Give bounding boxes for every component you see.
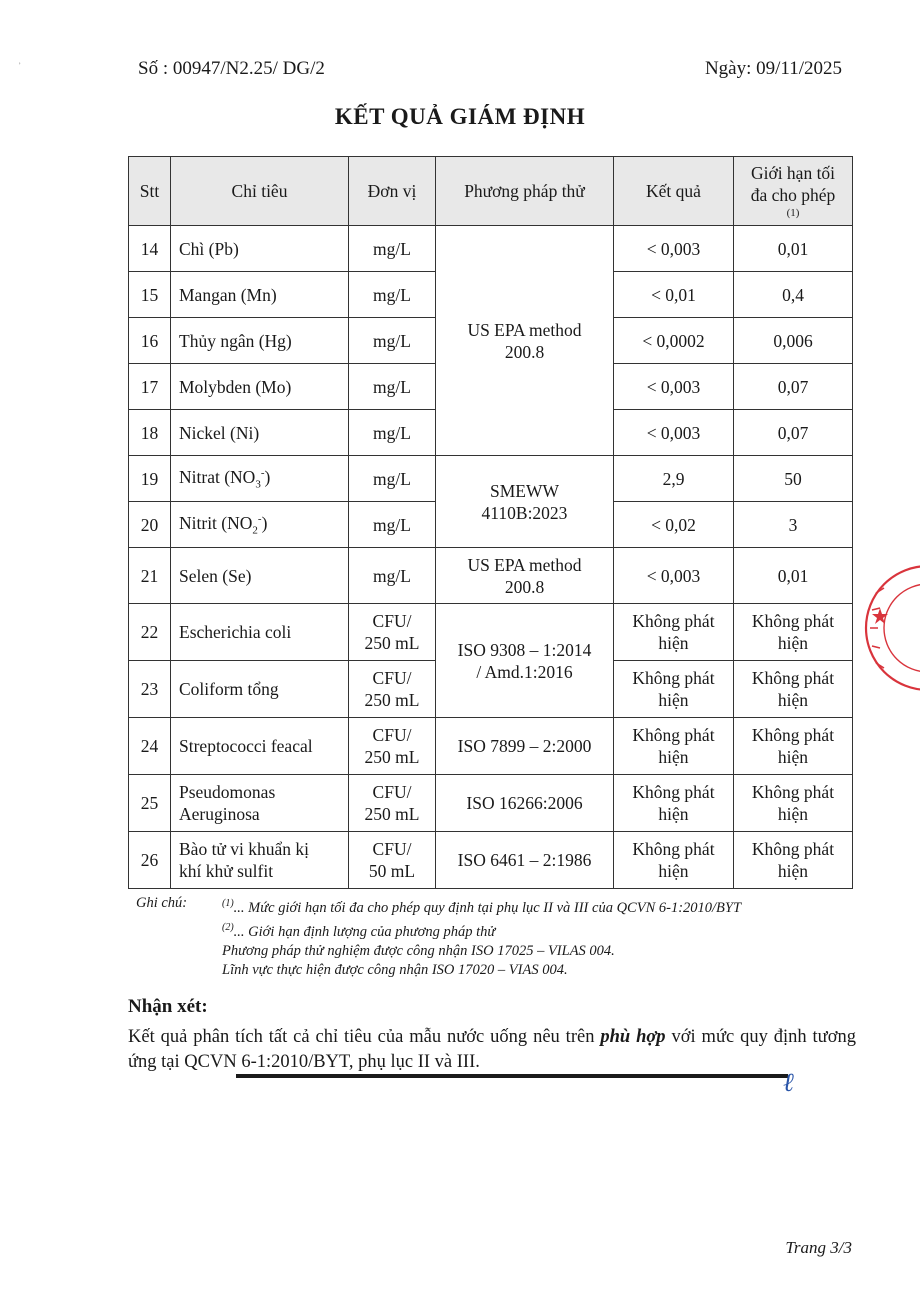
cell-gioi-han (734, 718, 853, 775)
cell-method: ISO 16266:2006 (436, 775, 614, 832)
header-stt: Stt (129, 157, 171, 226)
unit-line2: 250 mL (364, 633, 420, 653)
cell-gioi-han (734, 832, 853, 889)
cell-don-vi (349, 604, 436, 661)
method-smeww-line2: 4110B:2023 (481, 502, 568, 523)
table-row (129, 456, 853, 502)
result-line2: hiện (658, 861, 689, 881)
result-line1: Không phát (632, 839, 715, 859)
cell-stt: 23 (129, 661, 171, 718)
cell-ket-qua: < 0,01 (614, 272, 734, 318)
name-line1: Pseudomonas (179, 782, 276, 802)
remarks-emphasis: phù hợp (600, 1027, 666, 1047)
cell-gioi-han: 50 (734, 456, 853, 502)
results-table (128, 156, 853, 889)
unit-line2: 250 mL (364, 690, 420, 710)
cell-gioi-han: 0,4 (734, 272, 853, 318)
notes-section (136, 894, 856, 980)
cell-ket-qua: < 0,003 (614, 410, 734, 456)
table-row (129, 548, 853, 604)
header-gioi-han-line1: Giới hạn tối (750, 163, 836, 183)
cell-chi-tieu: Thủy ngân (Hg) (171, 318, 349, 364)
cell-method: ISO 6461 – 2:1986 (436, 832, 614, 889)
cell-chi-tieu: Escherichia coli (171, 604, 349, 661)
unit-line2: 50 mL (368, 861, 416, 881)
name-line2: khí khử sulfit (179, 861, 274, 881)
chem-name: Nitrit (NO (179, 512, 253, 533)
cell-method-iso9308 (436, 604, 614, 718)
cell-method-epa-se (436, 548, 614, 604)
cell-gioi-han (734, 775, 853, 832)
remarks-text-2: với mức quy định tương ứng tại QCVN 6-1:2010/BYT, phụ lục II và III. (128, 1027, 856, 1072)
cell-ket-qua: < 0,003 (614, 226, 734, 272)
cell-ket-qua: < 0,003 (614, 548, 734, 604)
result-line1: Không phát (632, 782, 715, 802)
note-2 (222, 918, 856, 942)
cell-stt: 22 (129, 604, 171, 661)
unit-line1: CFU/ (372, 725, 412, 745)
remarks-text-1: Kết quả phân tích tất cả chỉ tiêu của mẫu nước uống nêu trên (128, 1027, 601, 1047)
method-smeww-line1: SMEWW (489, 480, 560, 501)
cell-don-vi: mg/L (349, 410, 436, 456)
cell-chi-tieu (171, 832, 349, 889)
cell-ket-qua: < 0,02 (614, 502, 734, 548)
cell-stt: 26 (129, 832, 171, 889)
note-1-mark: (1) (222, 898, 234, 909)
unit-line2: 250 mL (364, 804, 420, 824)
cell-gioi-han (734, 661, 853, 718)
table-header-row (129, 157, 853, 226)
result-line2: hiện (658, 804, 689, 824)
cell-chi-tieu: Molybden (Mo) (171, 364, 349, 410)
cell-don-vi: mg/L (349, 272, 436, 318)
cell-stt: 16 (129, 318, 171, 364)
remarks-body (128, 1025, 856, 1075)
header-ket-qua: Kết quả (614, 157, 734, 226)
cell-ket-qua: 2,9 (614, 456, 734, 502)
name-line2: Aeruginosa (179, 804, 260, 824)
name-line1: Bào tử vi khuẩn kị (179, 839, 310, 859)
chem-name-end: ) (264, 466, 271, 487)
chem-superscript: - (260, 466, 265, 479)
table-row (129, 775, 853, 832)
cell-ket-qua (614, 832, 734, 889)
cell-stt: 21 (129, 548, 171, 604)
cell-chi-tieu (171, 502, 349, 548)
note-2-text: ... Giới hạn định lượng của phương pháp thử (233, 923, 496, 940)
cell-ket-qua (614, 775, 734, 832)
cell-ket-qua: < 0,003 (614, 364, 734, 410)
method-epa-line1: US EPA method (467, 319, 582, 340)
cell-stt: 17 (129, 364, 171, 410)
limit-line1: Không phát (751, 725, 835, 745)
chem-name: Nitrat (NO (179, 466, 256, 487)
signature-mark: ℓ (783, 1068, 794, 1097)
cell-chi-tieu (171, 775, 349, 832)
unit-line1: CFU/ (372, 668, 412, 688)
cell-gioi-han: 0,006 (734, 318, 853, 364)
table-row (129, 604, 853, 661)
header-phuong-phap: Phương pháp thử (436, 157, 614, 226)
chem-subscript: 3 (255, 478, 261, 491)
cell-don-vi (349, 832, 436, 889)
cell-don-vi: mg/L (349, 318, 436, 364)
red-seal-stamp (858, 558, 920, 698)
note-2-mark: (2) (222, 921, 234, 933)
result-line1: Không phát (632, 611, 715, 631)
cell-don-vi (349, 661, 436, 718)
method-epa-line2: 200.8 (504, 341, 545, 362)
divider-line (236, 1074, 788, 1078)
limit-line2: hiện (777, 861, 809, 881)
cell-stt: 19 (129, 456, 171, 502)
table-row (129, 832, 853, 889)
cell-don-vi (349, 718, 436, 775)
header-gioi-han (734, 157, 853, 226)
result-line2: hiện (658, 690, 689, 710)
cell-chi-tieu: Nickel (Ni) (171, 410, 349, 456)
method-iso9308-line1: ISO 9308 – 1:2014 (457, 639, 592, 660)
cell-method: ISO 7899 – 2:2000 (436, 718, 614, 775)
limit-line2: hiện (777, 747, 809, 767)
limit-line2: hiện (777, 804, 809, 824)
note-3: Phương pháp thử nghiệm được công nhận ISO 17025 – VILAS 004. (222, 942, 615, 959)
cell-stt: 20 (129, 502, 171, 548)
notes-label: Ghi chú: (136, 895, 188, 911)
unit-line1: CFU/ (372, 782, 412, 802)
cell-chi-tieu (171, 456, 349, 502)
cell-don-vi: mg/L (349, 226, 436, 272)
cell-chi-tieu: Coliform tổng (171, 661, 349, 718)
cell-gioi-han: 0,01 (734, 548, 853, 604)
chem-superscript: - (257, 512, 262, 525)
cell-stt: 14 (129, 226, 171, 272)
result-line1: Không phát (632, 668, 715, 688)
cell-don-vi (349, 775, 436, 832)
cell-chi-tieu: Chì (Pb) (171, 226, 349, 272)
table-row (129, 718, 853, 775)
cell-don-vi: mg/L (349, 456, 436, 502)
cell-gioi-han: 0,01 (734, 226, 853, 272)
cell-method-epa (436, 226, 614, 456)
cell-stt: 18 (129, 410, 171, 456)
cell-ket-qua (614, 604, 734, 661)
document-date: Ngày: 09/11/2025 (704, 58, 842, 79)
cell-stt: 25 (129, 775, 171, 832)
limit-line2: hiện (777, 690, 809, 710)
result-line2: hiện (658, 633, 689, 653)
table-row (129, 226, 853, 272)
page-title: KẾT QUẢ GIÁM ĐỊNH (334, 104, 586, 129)
header-gioi-han-line2: đa cho phép (750, 185, 836, 205)
cell-ket-qua (614, 718, 734, 775)
seal-inner-ring (884, 584, 920, 672)
cell-chi-tieu: Streptococci feacal (171, 718, 349, 775)
document-number: Số : 00947/N2.25/ DG/2 (138, 58, 325, 79)
header-gioi-han-note: (1) (786, 207, 800, 219)
cell-stt: 15 (129, 272, 171, 318)
cell-chi-tieu: Selen (Se) (171, 548, 349, 604)
page-number: Trang 3/3 (785, 1238, 852, 1257)
scan-speck: ᾿ (18, 62, 22, 73)
cell-gioi-han (734, 604, 853, 661)
note-4: Lĩnh vực thực hiện được công nhận ISO 17020 – VIAS 004. (222, 961, 568, 978)
cell-don-vi: mg/L (349, 364, 436, 410)
note-1-text: ... Mức giới hạn tối đa cho phép quy định tại phụ lục II và III của QCVN 6-1:2010/BYT (233, 899, 742, 916)
chem-name-end: ) (261, 512, 268, 533)
cell-ket-qua: < 0,0002 (614, 318, 734, 364)
cell-don-vi: mg/L (349, 502, 436, 548)
header-chi-tieu: Chỉ tiêu (171, 157, 349, 226)
cell-gioi-han: 0,07 (734, 410, 853, 456)
limit-line2: hiện (777, 633, 809, 653)
cell-method-smeww (436, 456, 614, 548)
unit-line1: CFU/ (372, 839, 412, 859)
unit-line2: 250 mL (364, 747, 420, 767)
method-epa-line1: US EPA method (467, 554, 582, 575)
result-line1: Không phát (632, 725, 715, 745)
method-iso9308-line2: / Amd.1:2016 (476, 661, 573, 682)
cell-chi-tieu: Mangan (Mn) (171, 272, 349, 318)
result-line2: hiện (658, 747, 689, 767)
cell-gioi-han: 3 (734, 502, 853, 548)
cell-ket-qua (614, 661, 734, 718)
limit-line1: Không phát (751, 611, 835, 631)
cell-stt: 24 (129, 718, 171, 775)
cell-gioi-han: 0,07 (734, 364, 853, 410)
limit-line1: Không phát (751, 839, 835, 859)
note-1 (222, 894, 856, 918)
chem-subscript: 2 (252, 524, 258, 537)
header-don-vi: Đơn vị (349, 157, 436, 226)
method-epa-line2: 200.8 (504, 576, 545, 597)
cell-don-vi: mg/L (349, 548, 436, 604)
remarks-title: Nhận xét: (128, 996, 208, 1017)
unit-line1: CFU/ (372, 611, 412, 631)
limit-line1: Không phát (751, 782, 835, 802)
limit-line1: Không phát (751, 668, 835, 688)
